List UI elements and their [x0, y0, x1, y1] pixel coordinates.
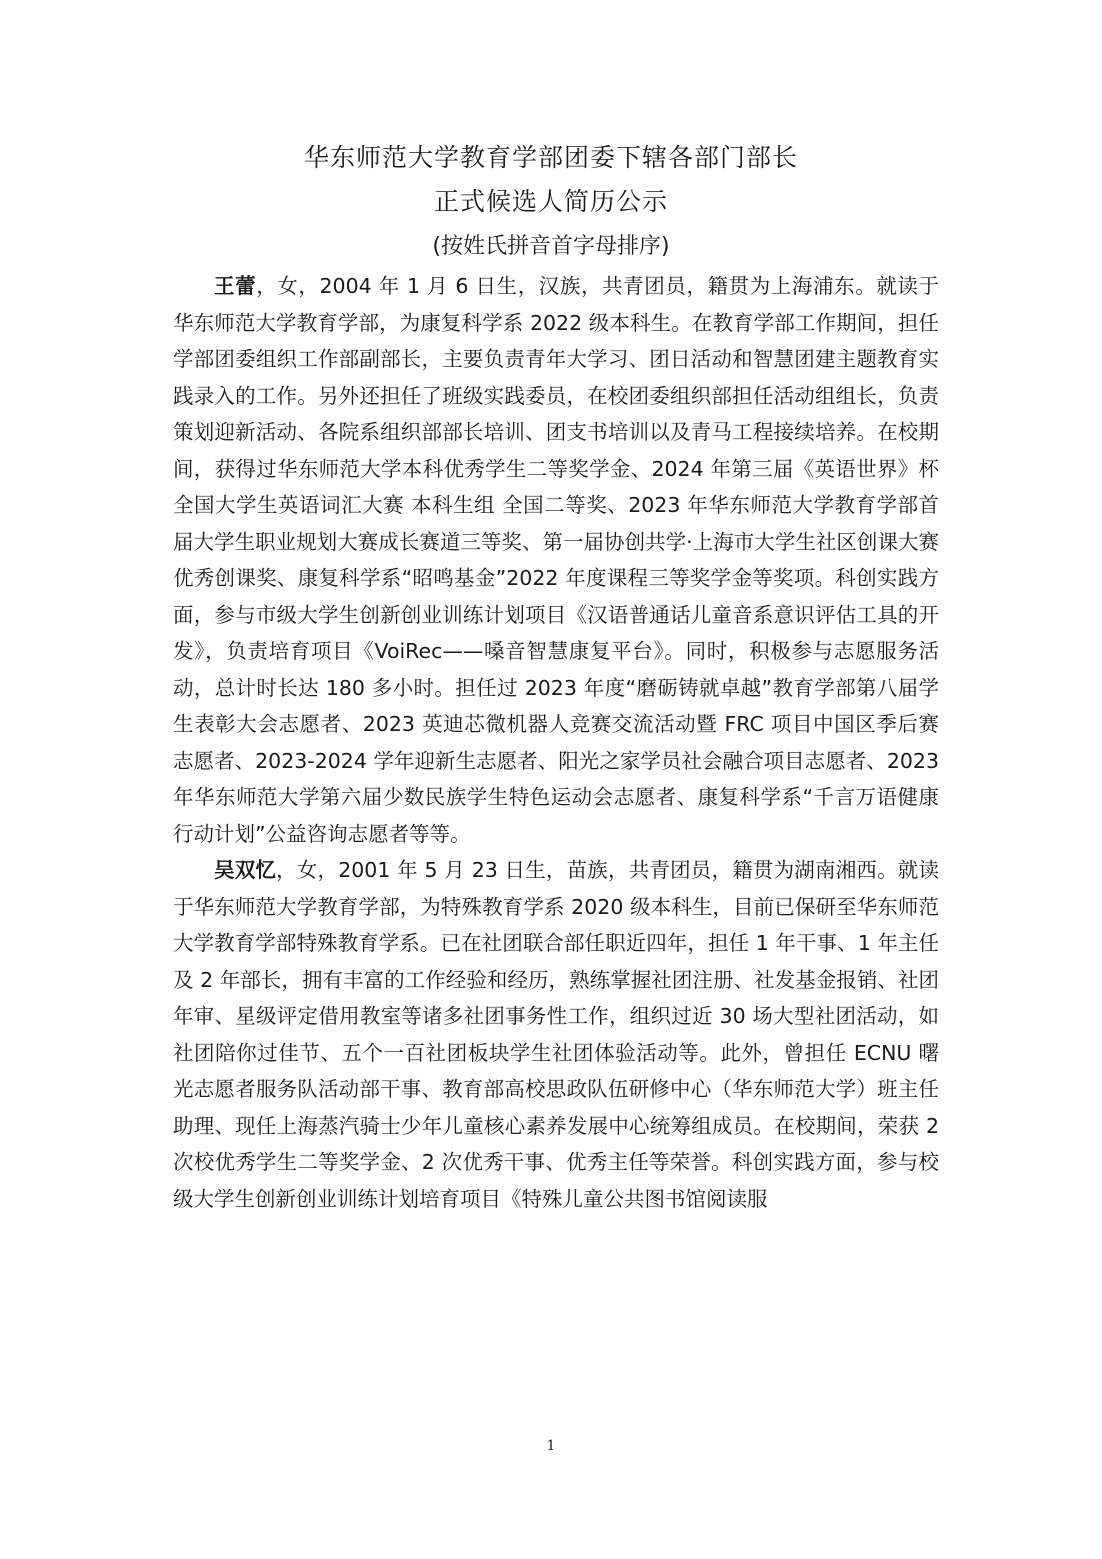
document-subtitle: 正式候选人简历公示 [433, 187, 668, 216]
candidate-name: 吴双忆 [214, 858, 277, 882]
candidate-bio: ，女，2004 年 1 月 6 日生，汉族，共青团员，籍贯为上海浦东。就读于华东师范大学教育学部，为康复科学系 2022 级本科生。在教育学部工作期间，担任学部团委组织工作部副部长，主要负责青年大学习、团日活动和智慧团建主题教育实践录入的工作。另外还担任了班级实践委员，在校团委组织部担任活动组组长，负责策划迎新活动、各院系组织部部长培训、团支书培训以及青马工程接续培养。在校期间，获得过华东师范大学本科优秀学生二等奖学金、2024 年第三届《英语世界》杯全国大学生英语词汇大赛 本科生组 全国二等奖、2023 年华东师范大学教育学部首届大学生职业规划大赛成长赛道三等奖、第一届协创共学·上海市大学生社区创课大赛 优秀创课奖、康复科学系“昭鸣基金”2022 年度课程三等奖学金等奖项。科创实践方面，参与市级大学生创新创业训练计划项目《汉语普通话儿童音系意识评估工具的开发》，负责培育项目《VoiRec——嗓音智慧康复平台》。同时，积极参与志愿服务活动，总计时长达 180 多小时。担任过 2023 年度“磨砺铸就卓越”教育学部第八届学生表彰大会志愿者、2023 英迪芯微机器人竞赛交流活动暨 FRC 项目中国区季后赛志愿者、2023-2024 学年迎新生志愿者、阳光之家学员社会融合项目志愿者、2023 年华东师范大学第六届少数民族学生特色运动会志愿者、康复科学系“千言万语健康行动计划”公益咨询志愿者等等。 [173, 274, 940, 846]
candidate-name: 王蕾 [214, 274, 257, 298]
candidate-bio: ，女，2001 年 5 月 23 日生，苗族，共青团员，籍贯为湖南湘西。就读于华东师范大学教育学部，为特殊教育学系 2020 级本科生，目前已保研至华东师范大学教育学部特殊教育学系。已在社团联合部任职近四年，担任 1 年干事、1 年主任及 2 年部长，拥有丰富的工作经验和经历，熟练掌握社团注册、社发基金报销、社团年审、星级评定借用教室等诸多社团事务性工作，组织过近 30 场大型社团活动，如社团陪你过佳节、五个一百社团板块学生社团体验活动等。此外，曾担任 ECNU 曙光志愿者服务队活动部干事、教育部高校思政队伍研修中心（华东师范大学）班主任助理、现任上海蒸汽骑士少年儿童核心素养发展中心统筹组成员。在校期间，荣获 2 次校优秀学生二等奖学金、2 次优秀干事、优秀主任等荣誉。科创实践方面，参与校级大学生创新创业训练计划培育项目《特殊儿童公共图书馆阅读服 [173, 858, 939, 1211]
candidate-paragraph [173, 852, 939, 1217]
candidate-paragraph [173, 268, 939, 852]
sort-note: (按姓氏拼音首字母排序) [432, 234, 670, 259]
document-body [173, 268, 939, 1217]
page-number: 1 [546, 1438, 556, 1454]
document-title: 华东师范大学教育学部团委下辖各部门部长 [303, 143, 798, 172]
